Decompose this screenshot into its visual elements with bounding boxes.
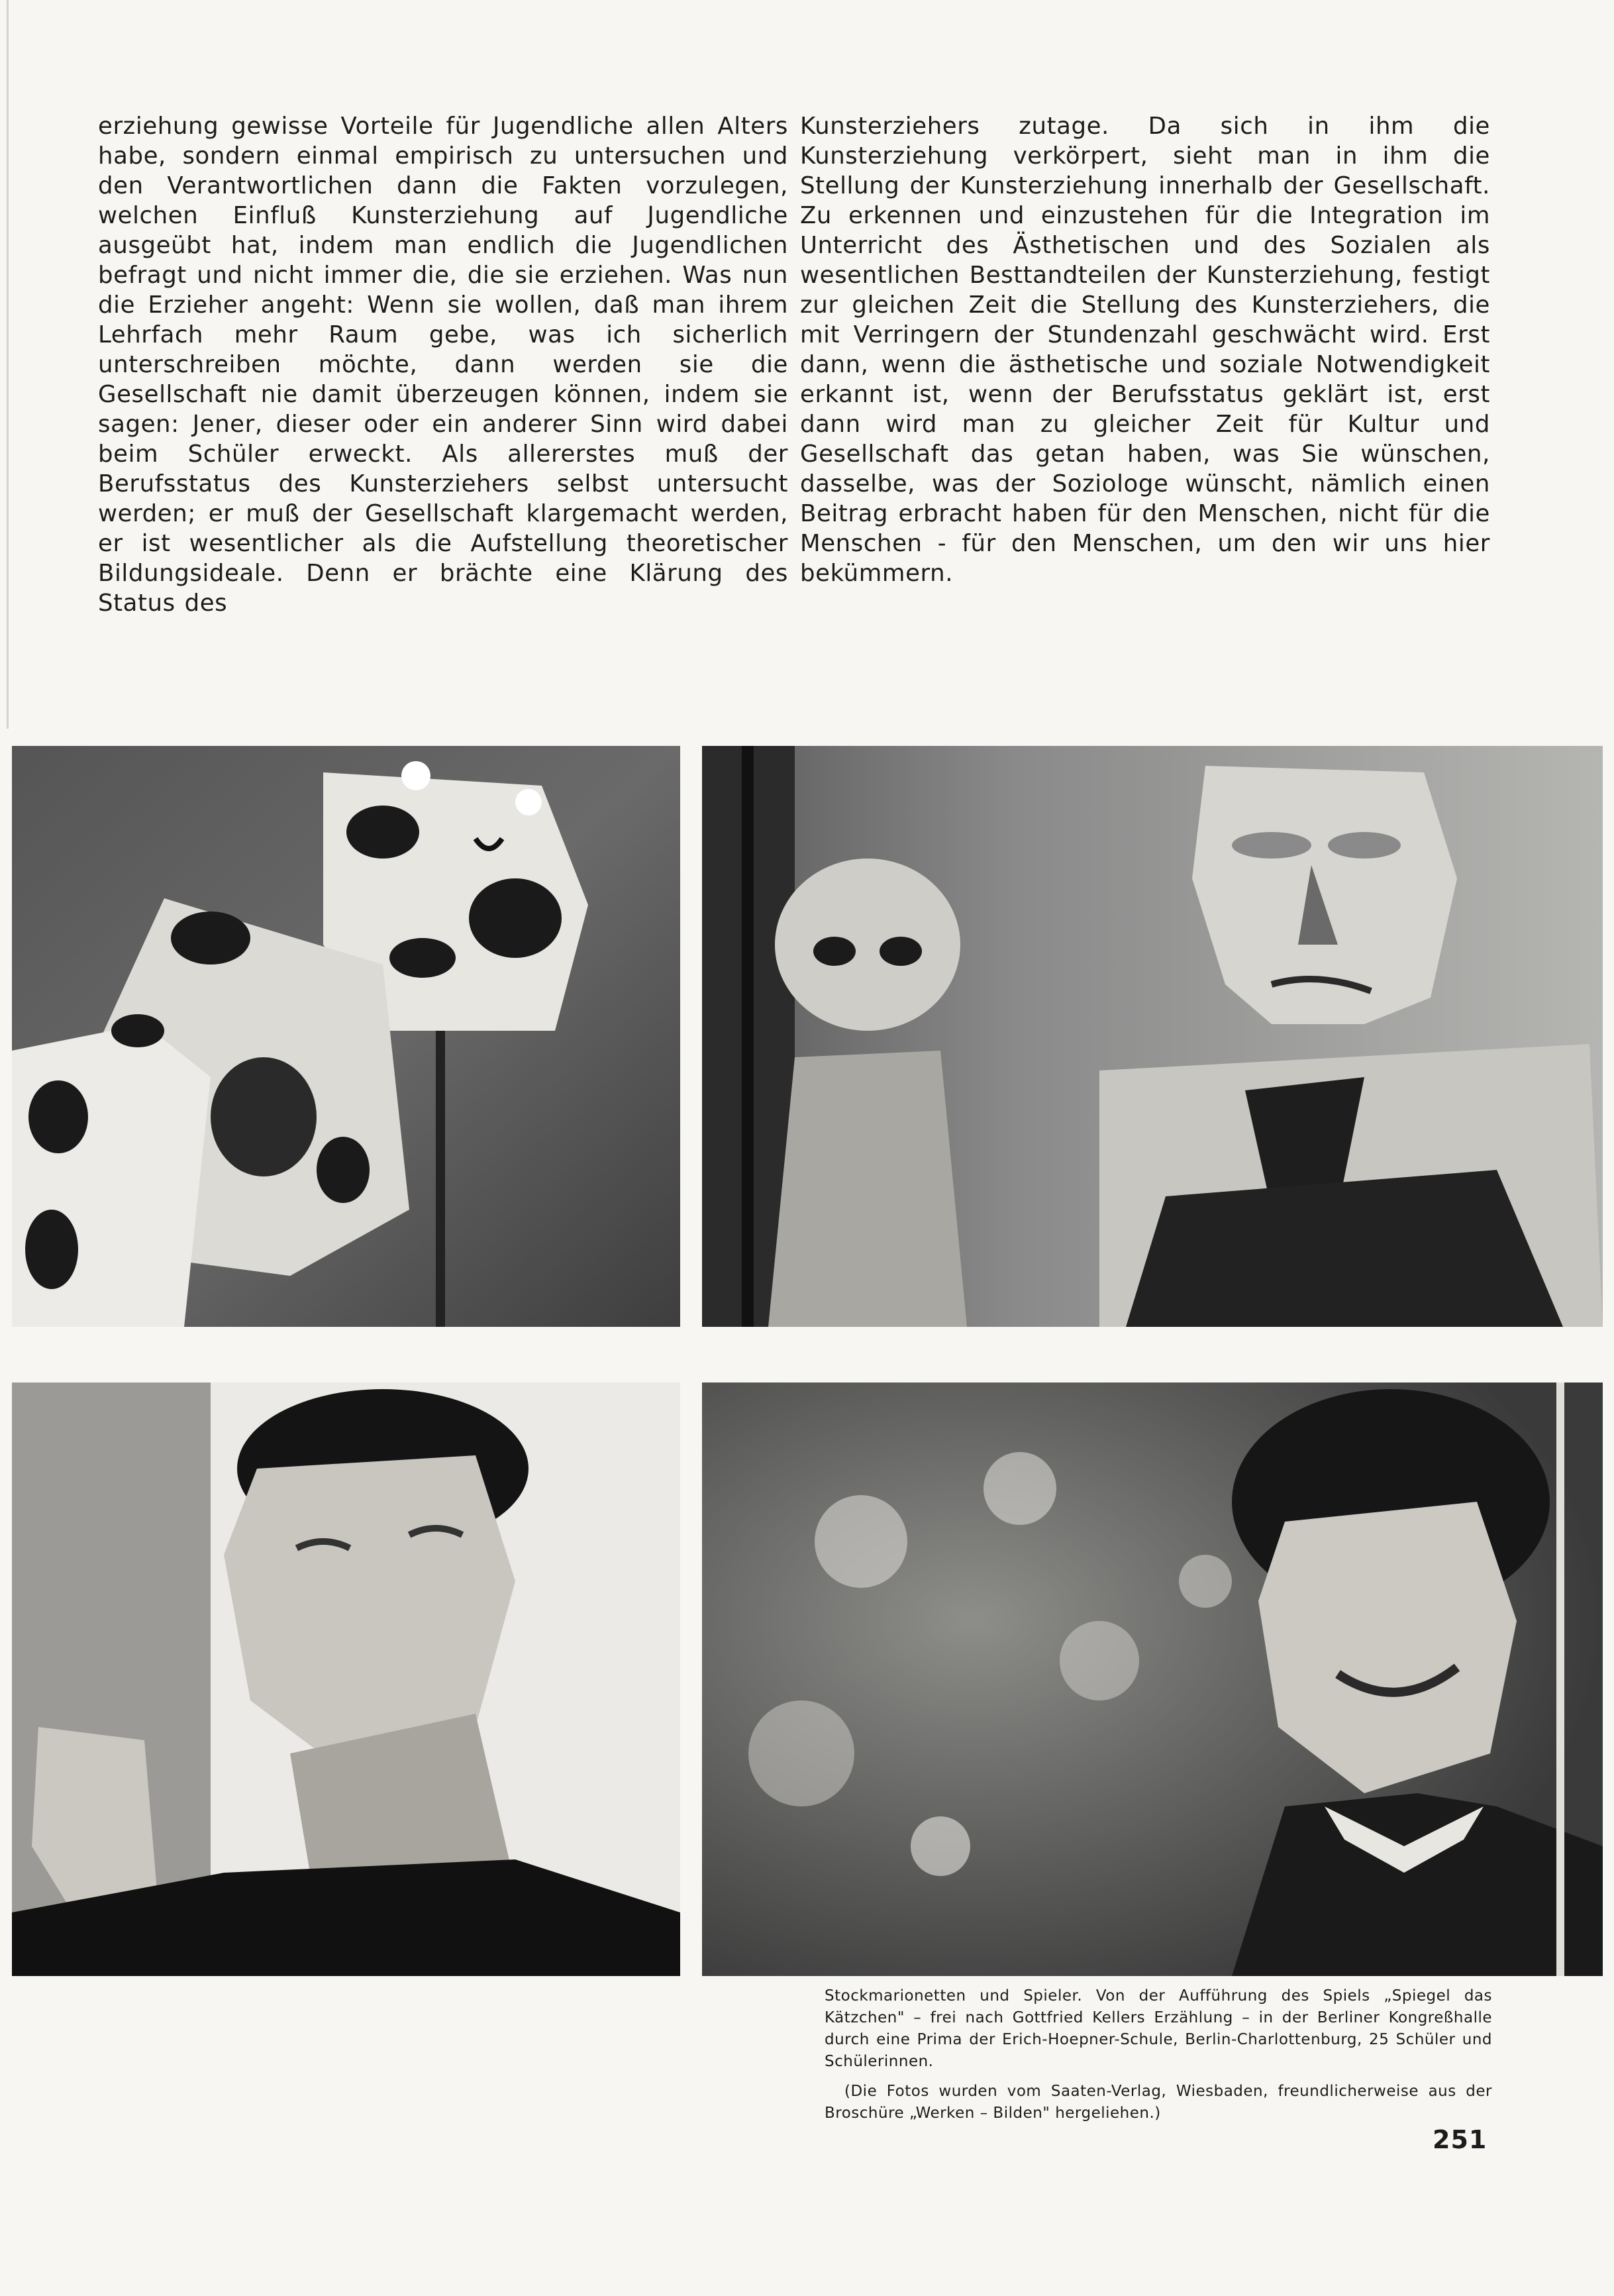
text-column-left (98, 111, 788, 618)
photo-credit: (Die Fotos wurden vom Saaten-Verlag, Wiesbaden, freundlicherweise aus der Broschüre „Werken – Bilden" hergeliehen.) (825, 2083, 1492, 2122)
text-column-right (800, 111, 1490, 588)
photo-young-man (12, 1383, 680, 1976)
page-edge (7, 0, 9, 729)
caption-text: Stockmarionetten und Spieler. Von der Aufführung des Spiels „Spiegel das Kätzchen" – frei nach Gottfried Kellers Erzählung – in der Berliner Kongreßhalle durch eine Prima der Erich-Hoepner-Schule, Berlin-Charlottenburg, 25 Schüler und Schülerinnen. (825, 1987, 1492, 2070)
body-paragraph: erziehung gewisse Vorteile für Jugendliche allen Alters habe, sondern einmal empirisch zu untersuchen und den Verantwortlichen dann die Fakten vorzulegen, welchen Einfluß Kunsterziehung auf Jugendliche ausgeübt hat, indem man endlich die Jugendlichen befragt und nicht immer die, die sie erziehen. Was nun die Erzieher angeht: Wenn sie wollen, daß man ihrem Lehrfach mehr Raum gebe, was ich sicherlich unterschreiben möchte, dann werden sie die Gesellschaft nie damit überzeugen können, indem sie sagen: Jener, dieser oder ein anderer Sinn wird dabei beim Schüler erweckt. Als allererstes muß der Berufsstatus des Kunsterziehers selbst untersucht werden; er muß der Gesellschaft klargemacht werden, er ist wesentlicher als die Aufstellung theoretischer Bildungsideale. Denn er brächte eine Klärung des Status des (98, 113, 788, 617)
photo-puppet-heads (702, 746, 1603, 1327)
photo-young-woman (702, 1383, 1603, 1976)
page-number: 251 (1433, 2125, 1488, 2154)
body-paragraph: Kunsterziehers zutage. Da sich in ihm die Kunsterziehung verkörpert, sieht man in ihm die Stellung der Kunsterziehung innerhalb der Gesellschaft. Zu erkennen und einzustehen für die Integration im Unterricht des Ästhetischen und des Sozialen als wesentlichen Besttandteilen der Kunsterziehung, festigt zur gleichen Zeit die Stellung des Kunsterziehers, die mit Verringern der Stundenzahl geschwächt wird. Erst dann, wenn die ästhetische und soziale Notwendigkeit erkannt ist, wenn der Berufsstatus geklärt ist, erst dann wird man zu gleicher Zeit für Kultur und Gesellschaft das getan haben, was Sie wünschen, dasselbe, was der Soziologe wünscht, nämlich einen Beitrag erbracht haben für den Menschen, nicht für die Menschen - für den Menschen, um den wir uns hier bekümmern. (800, 113, 1490, 587)
photo-caption (825, 1985, 1492, 2132)
photo-cat-marionette (12, 746, 680, 1327)
